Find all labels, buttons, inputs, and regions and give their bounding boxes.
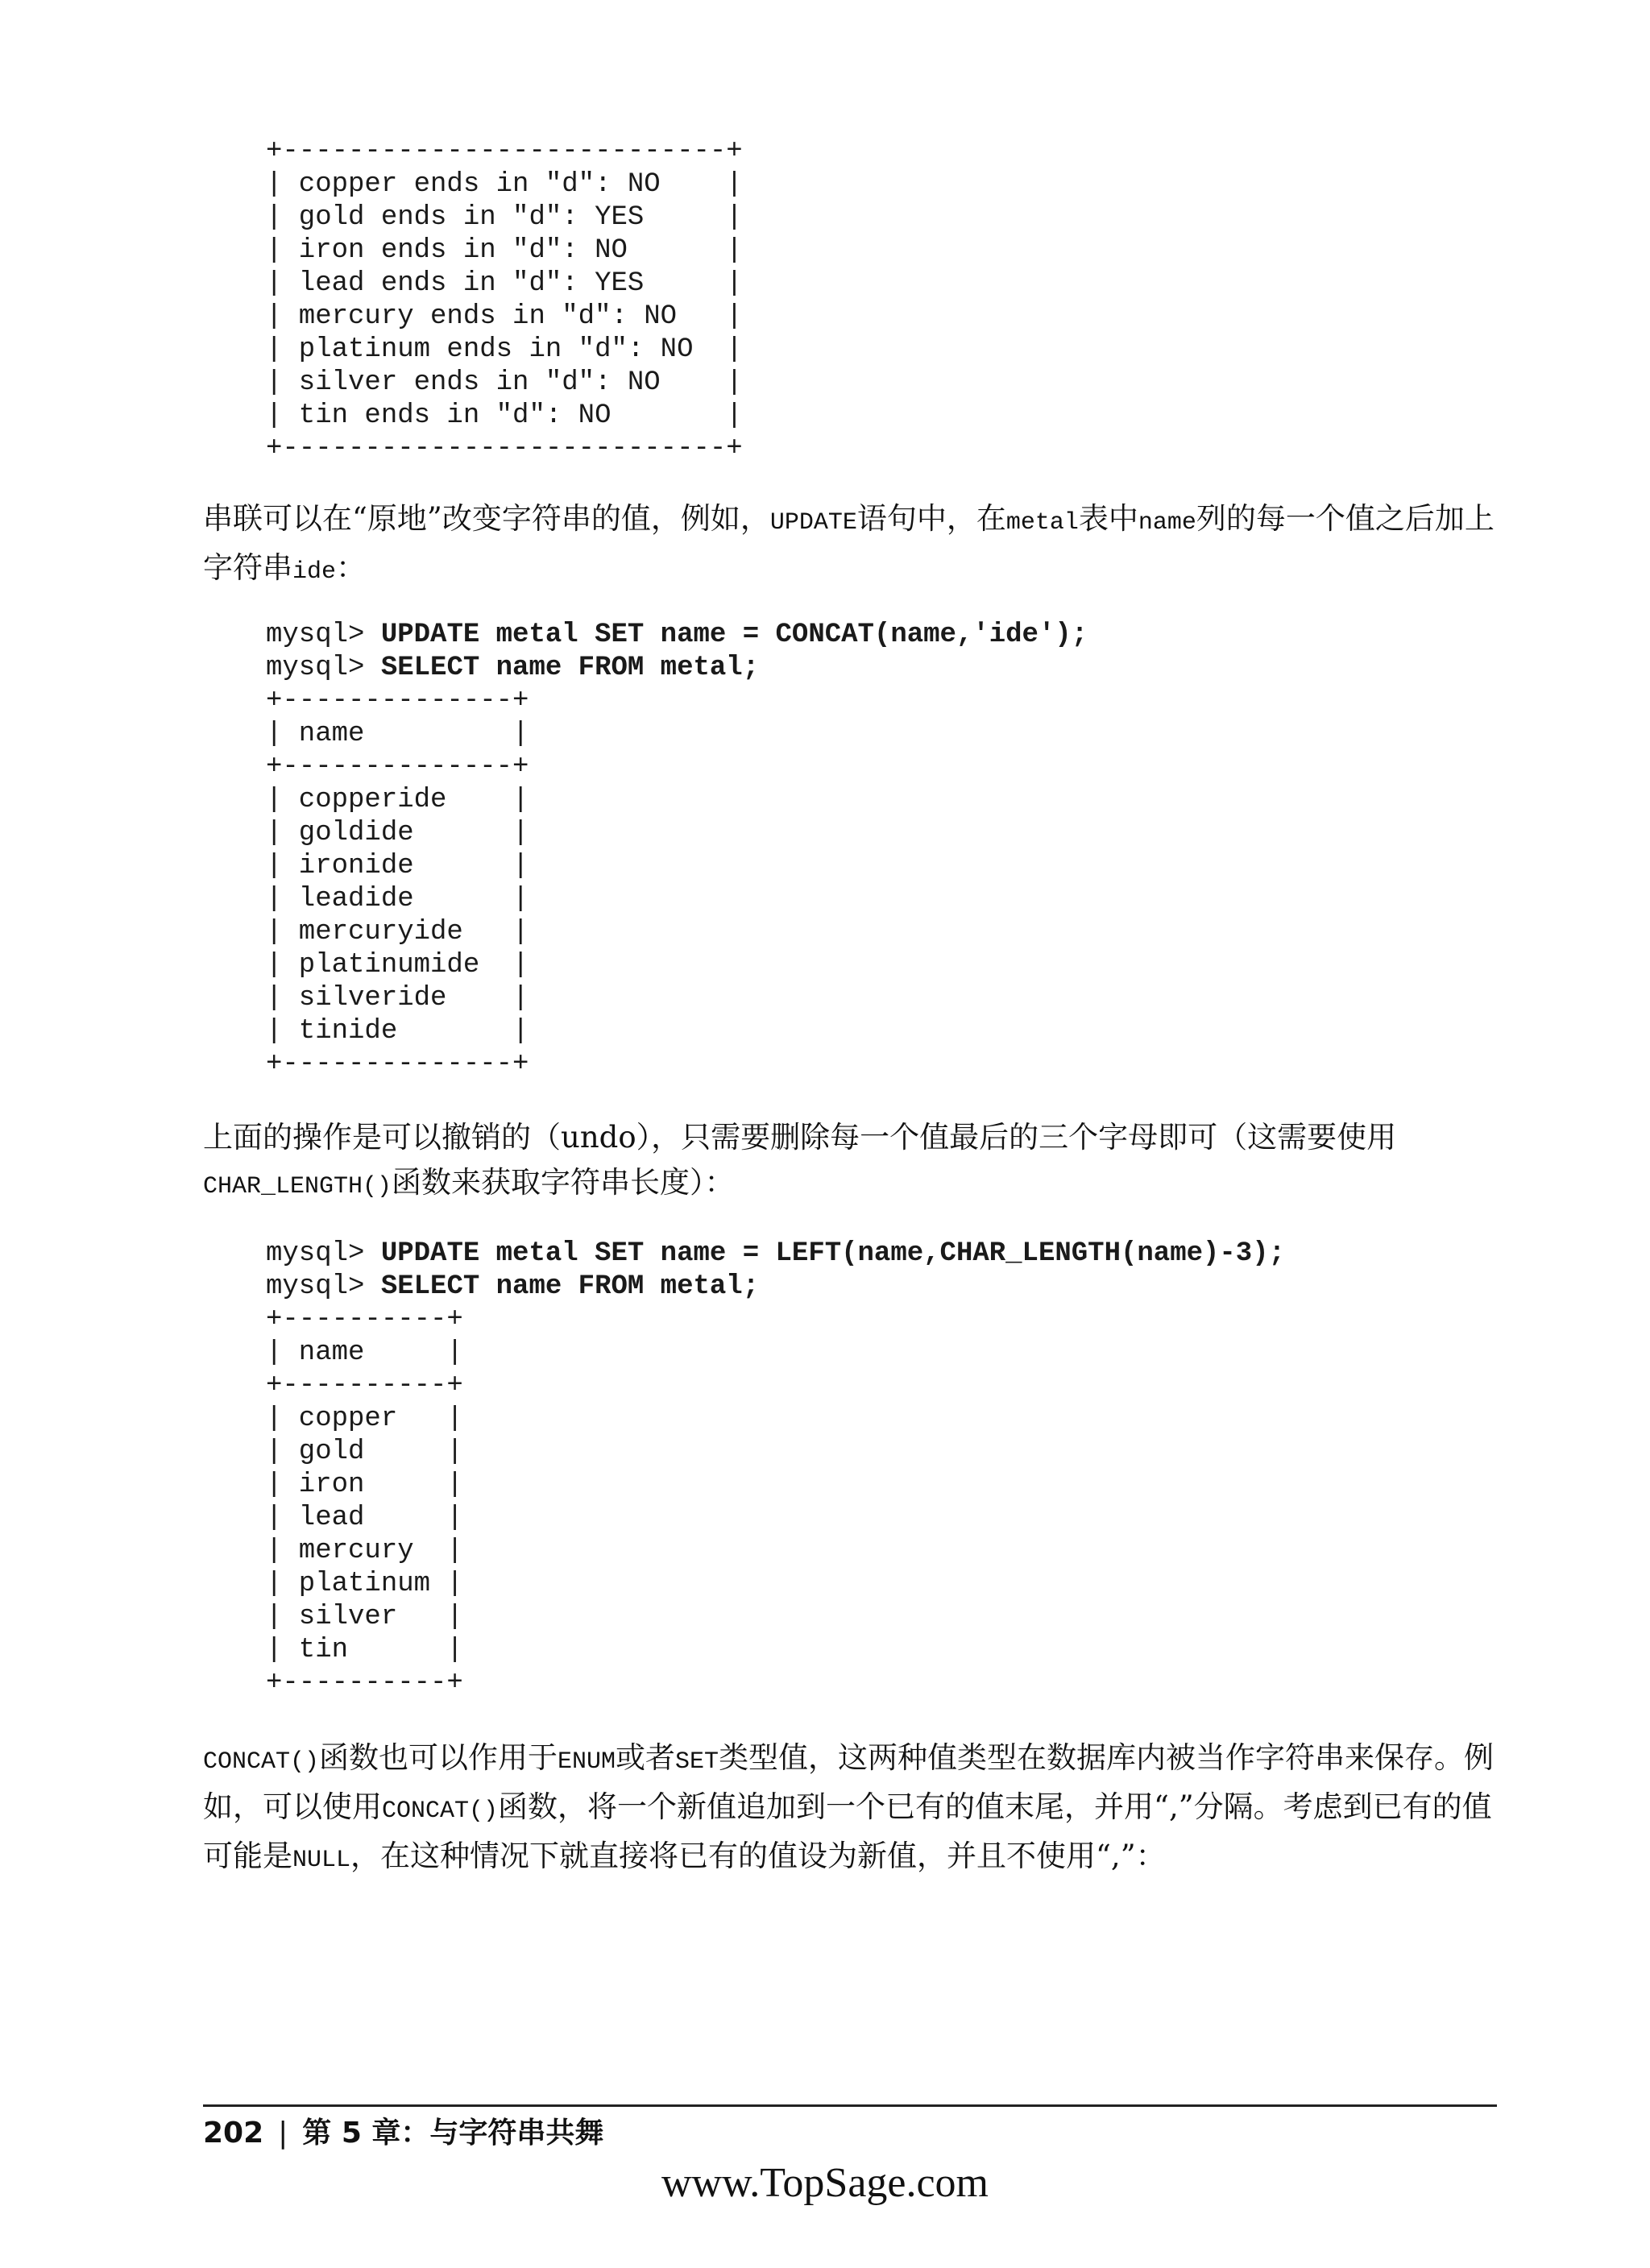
- result-table-name: +----------+ | name | +----------+ | copper | | gold | | iron | | lead | | mercury | | platinum | | silver | | tin | +----------+: [266, 1304, 463, 1698]
- ends-in-d-result-table: [266, 135, 743, 466]
- result-table-name-ide: +--------------+ | name | +--------------+ | copperide | | goldide | | ironide | | leadide | | mercuryide | | platinumide | | silveride | | tinide | +--------------+: [266, 686, 529, 1080]
- page-footer: [203, 2116, 603, 2151]
- page-number: 202: [203, 2117, 264, 2150]
- table-row: | lead ends in "d": YES |: [266, 268, 743, 299]
- table-row: | platinum ends in "d": NO |: [266, 334, 743, 365]
- code-block-left: [266, 1238, 1285, 1700]
- paragraph-undo: 上面的操作是可以撤销的（undo），只需要删除每一个值最后的三个字母即可（这需要使用CHAR_LENGTH()函数来获取字符串长度）：: [203, 1120, 1397, 1200]
- code-block-concat: [266, 619, 1088, 1081]
- table-border-line: +---------------------------+: [266, 136, 743, 167]
- command-line-select: mysql> SELECT name FROM metal;: [266, 653, 760, 683]
- table-row: | copper ends in "d": NO |: [266, 169, 743, 200]
- table-row: | iron ends in "d": NO |: [266, 235, 743, 266]
- footer-separator: |: [278, 2117, 288, 2150]
- command-line-update: mysql> UPDATE metal SET name = CONCAT(name,'ide');: [266, 620, 1088, 650]
- command-line-select: mysql> SELECT name FROM metal;: [266, 1271, 760, 1302]
- site-watermark: www.TopSage.com: [661, 2160, 989, 2206]
- table-row: | tin ends in "d": NO |: [266, 400, 743, 431]
- chapter-title: 第 5 章：与字符串共舞: [302, 2117, 604, 2150]
- table-row: | silver ends in "d": NO |: [266, 367, 743, 398]
- paragraph-concat-update: 串联可以在“原地”改变字符串的值，例如，UPDATE语句中，在metal表中name列的每一个值之后加上字符串ide：: [203, 501, 1495, 586]
- table-row: | mercury ends in "d": NO |: [266, 301, 743, 332]
- command-line-update: mysql> UPDATE metal SET name = LEFT(name,CHAR_LENGTH(name)-3);: [266, 1238, 1286, 1269]
- table-border-line: +---------------------------+: [266, 433, 743, 464]
- footer-divider: [203, 2104, 1497, 2107]
- paragraph-concat-enum-set: CONCAT()函数也可以作用于ENUM或者SET类型值，这两种值类型在数据库内被当作字符串来保存。例如，可以使用CONCAT()函数，将一个新值追加到一个已有的值末尾，并用“,”分隔。考虑到已有的值可能是NULL，在这种情况下就直接将已有的值设为新值，并且不使用“,”：: [203, 1740, 1495, 1874]
- table-row: | gold ends in "d": YES |: [266, 202, 743, 233]
